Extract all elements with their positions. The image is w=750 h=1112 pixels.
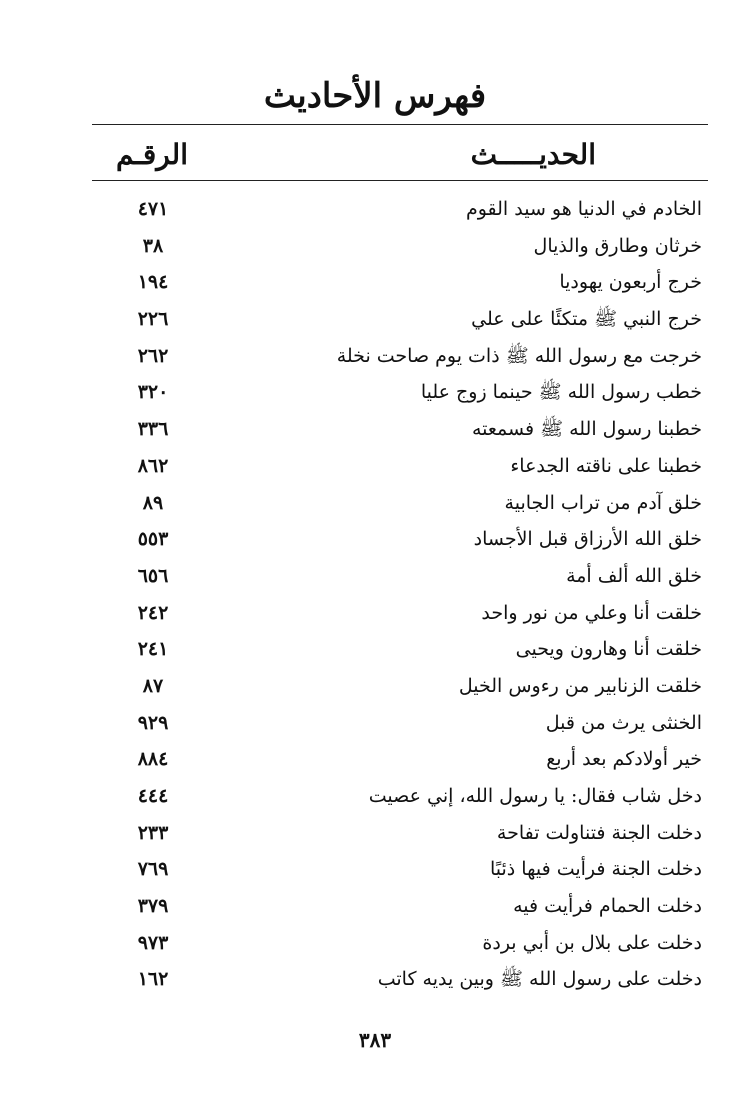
hadith-number: ٨٨٤ (137, 748, 169, 771)
hadith-number: ٩٢٩ (137, 711, 169, 734)
hadith-index-list (92, 192, 708, 999)
hadith-number: ٣٢٠ (137, 381, 169, 404)
hadith-number: ٥٥٣ (137, 528, 169, 551)
hadith-number: ٢٣٣ (137, 821, 169, 844)
page-number: ٣٨٣ (358, 1028, 392, 1052)
index-entry (92, 852, 708, 889)
hadith-number: ٢٦٢ (137, 344, 169, 367)
hadith-number: ٨٦٢ (137, 454, 169, 477)
index-entry (92, 962, 708, 999)
hadith-text: خلقت أنا وعلي من نور واحد (481, 601, 702, 624)
hadith-text: الخادم في الدنيا هو سيد القوم (465, 198, 702, 220)
index-entry (92, 375, 708, 412)
index-entry (92, 302, 708, 339)
column-header-hadith: الحديـــــث (470, 138, 596, 171)
index-entry (92, 632, 708, 669)
index-entry (92, 559, 708, 596)
hadith-text: خرج أربعون يهوديا (559, 271, 702, 294)
hadith-number: ١٩٤ (137, 271, 169, 294)
hadith-number: ٢٤٢ (137, 601, 169, 624)
hadith-text: دخلت الجنة فتناولت تفاحة (496, 821, 702, 844)
hadith-text: خرج النبي ﷺ متكئًا على علي (471, 308, 702, 331)
hadith-number: ٨٩ (142, 491, 164, 514)
hadith-text: دخل شاب فقال: يا رسول الله، إني عصيت (368, 785, 702, 807)
hadith-number: ٢٢٦ (137, 308, 169, 331)
index-entry (92, 522, 708, 559)
hadith-text: خلق الله الأرزاق قبل الأجساد (473, 528, 702, 551)
hadith-text: خرثان وطارق والذيال (533, 234, 702, 257)
hadith-text: دخلت على بلال بن أبي بردة (482, 931, 702, 954)
index-entry (92, 265, 708, 302)
hadith-text: دخلت الحمام فرأيت فيه (513, 895, 702, 918)
index-entry (92, 926, 708, 963)
index-entry (92, 412, 708, 449)
header-top-rule (92, 124, 708, 125)
index-entry (92, 889, 708, 926)
index-entry (92, 742, 708, 779)
page-title: فهرس الأحاديث (263, 76, 487, 116)
hadith-number: ٩٧٣ (137, 931, 169, 954)
index-entry (92, 816, 708, 853)
index-entry (92, 486, 708, 523)
hadith-text: خير أولادكم بعد أربع (546, 748, 702, 771)
hadith-number: ٣٨ (142, 234, 164, 257)
index-entry (92, 669, 708, 706)
hadith-text: دخلت على رسول الله ﷺ وبين يديه كاتب (377, 968, 702, 991)
index-entry (92, 339, 708, 376)
hadith-text: خلق الله ألف أمة (566, 564, 702, 587)
index-entry (92, 229, 708, 266)
hadith-text: خطبنا رسول الله ﷺ فسمعته (471, 418, 702, 441)
hadith-number: ١٦٢ (137, 968, 169, 991)
hadith-number: ٣٧٩ (137, 895, 169, 918)
hadith-text: خلقت الزنابير من رءوس الخيل (458, 674, 702, 697)
index-entry (92, 192, 708, 229)
column-header-number: الرقـم (116, 138, 188, 171)
hadith-text: دخلت الجنة فرأيت فيها ذئبًا (490, 858, 702, 881)
hadith-number: ٣٣٦ (137, 418, 169, 441)
hadith-number: ٧٦٩ (137, 858, 169, 881)
hadith-number: ٦٥٦ (137, 564, 169, 587)
hadith-text: خرجت مع رسول الله ﷺ ذات يوم صاحت نخلة (336, 344, 702, 367)
hadith-number: ٤٧١ (137, 198, 169, 220)
hadith-number: ٨٧ (142, 674, 164, 697)
column-headers (92, 134, 708, 174)
index-entry (92, 449, 708, 486)
hadith-number: ٤٤٤ (137, 785, 169, 807)
index-entry (92, 779, 708, 816)
index-entry (92, 596, 708, 633)
hadith-number: ٢٤١ (137, 638, 169, 661)
hadith-text: خلق آدم من تراب الجابية (504, 491, 702, 514)
index-entry (92, 706, 708, 743)
hadith-text: الخنثى يرث من قبل (545, 711, 702, 734)
header-bottom-rule (92, 180, 708, 181)
hadith-text: خطبنا على ناقته الجدعاء (510, 454, 702, 477)
hadith-text: خطب رسول الله ﷺ حينما زوج عليا (420, 381, 702, 404)
hadith-text: خلقت أنا وهارون ويحيى (515, 638, 702, 661)
